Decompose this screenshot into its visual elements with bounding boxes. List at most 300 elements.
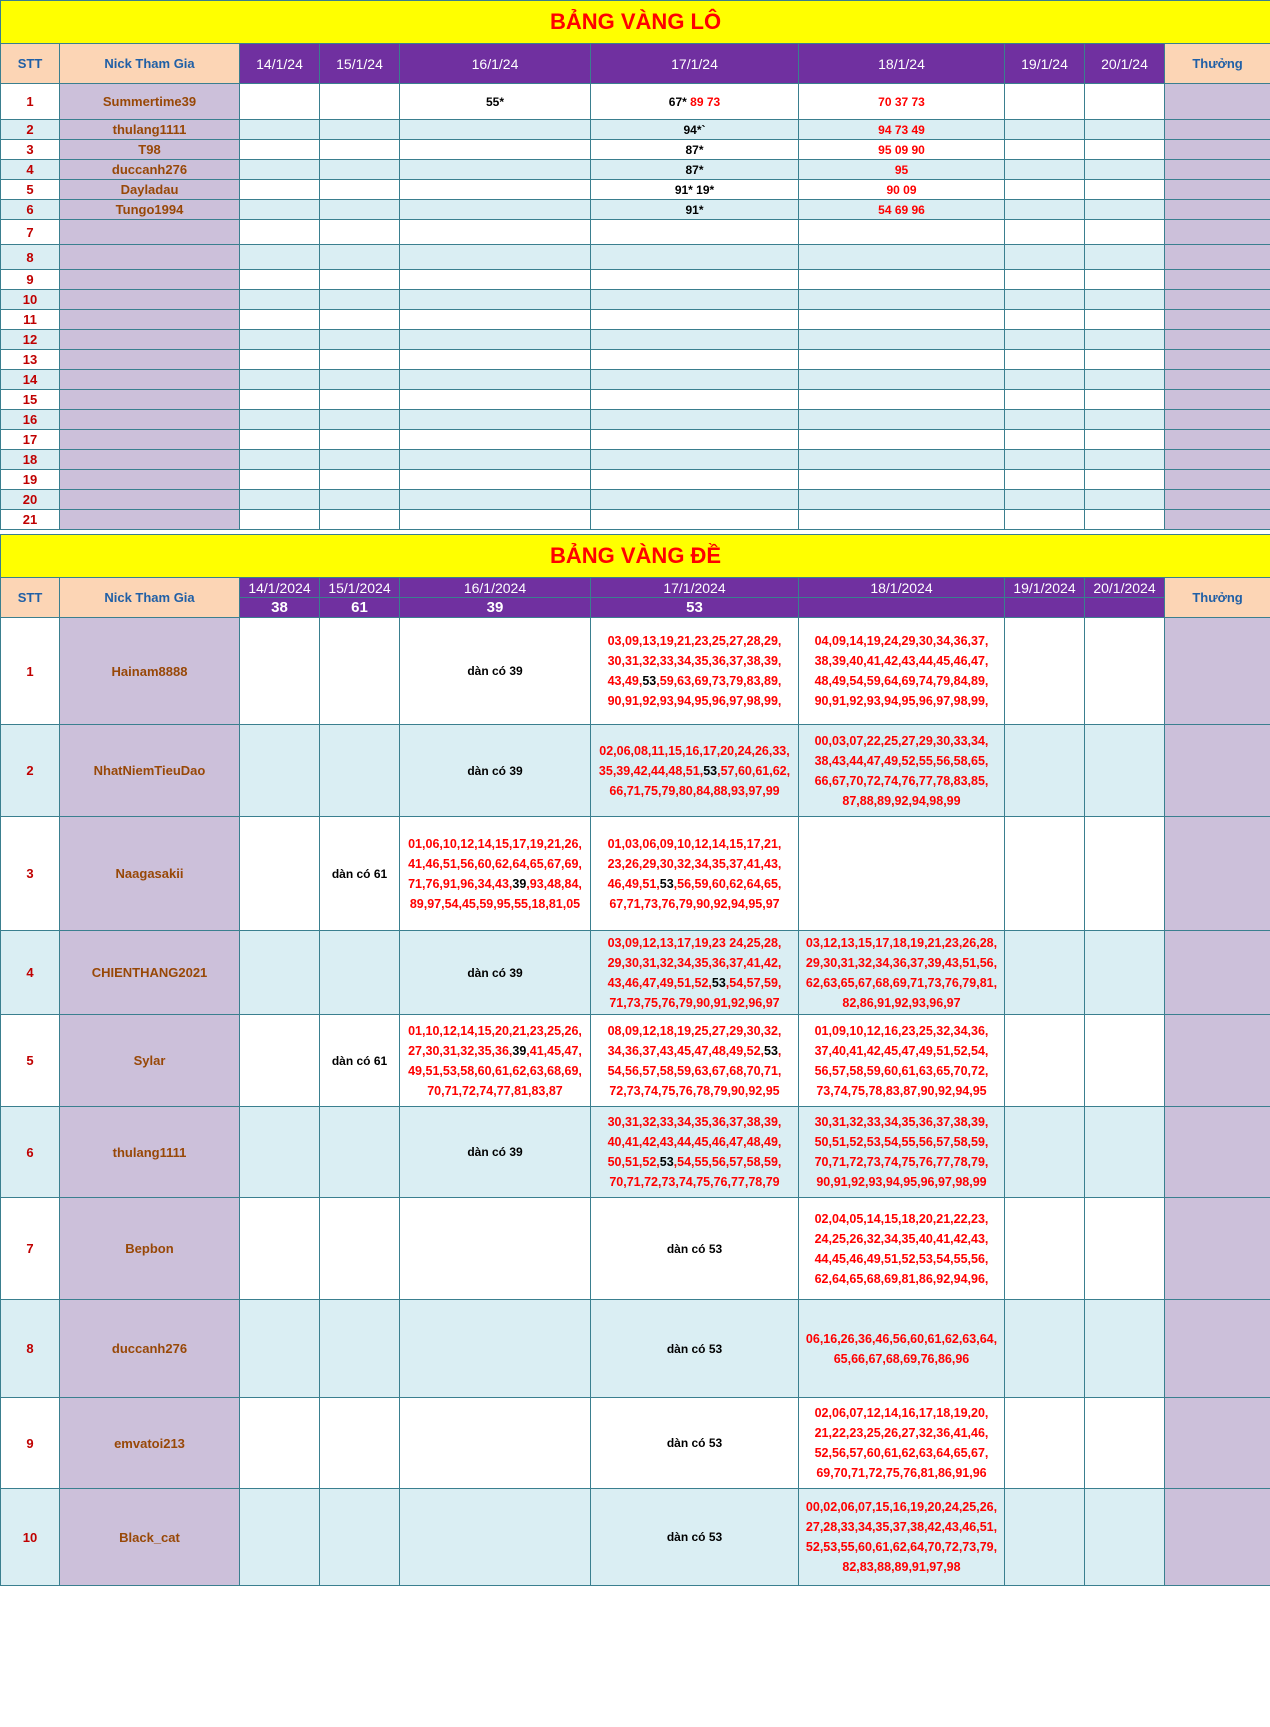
number-line: 35,39,42,44,48,51,53,57,60,61,62,	[598, 763, 791, 778]
date-cell	[400, 1300, 591, 1398]
date-cell	[1085, 245, 1165, 270]
date-cell	[1005, 1015, 1085, 1107]
stt-cell: 20	[1, 490, 60, 510]
date-cell	[1005, 931, 1085, 1015]
date-cell	[240, 470, 320, 490]
header-date: 17/1/24	[591, 44, 799, 84]
table-row	[1, 370, 1270, 390]
number-line: 70,71,72,73,74,75,76,77,78,79,	[814, 1155, 989, 1169]
date-cell	[400, 350, 591, 370]
number-list	[400, 834, 590, 914]
nick-cell: duccanh276	[60, 1300, 240, 1398]
date-cell	[400, 931, 591, 1015]
date-cell	[799, 430, 1005, 450]
nick-cell	[60, 490, 240, 510]
date-cell	[320, 618, 400, 725]
date-cell	[240, 1198, 320, 1300]
date-cell	[240, 1398, 320, 1489]
reward-cell	[1165, 1489, 1270, 1586]
date-cell	[1005, 1107, 1085, 1198]
number-line: 01,09,10,12,16,23,25,32,34,36,	[814, 1023, 989, 1038]
number-line: 01,10,12,14,15,20,21,23,25,26,	[408, 1023, 582, 1038]
date-cell	[400, 470, 591, 490]
date-cell	[591, 1398, 799, 1489]
table-row	[1, 618, 1270, 725]
date-cell	[799, 310, 1005, 330]
nick-cell: Black_cat	[60, 1489, 240, 1586]
date-cell	[400, 1198, 591, 1300]
date-cell	[799, 180, 1005, 200]
entry: 91* 19*	[674, 182, 715, 197]
number-line: 02,06,08,11,15,16,17,20,24,26,33,	[599, 743, 790, 758]
date-cell	[320, 1198, 400, 1300]
table-row	[1, 410, 1270, 430]
number-line: 24,25,26,32,34,35,40,41,42,43,	[814, 1231, 989, 1246]
date-cell	[400, 200, 591, 220]
number-line: 67,71,73,76,79,90,92,94,95,97	[609, 896, 780, 911]
table-row	[1, 350, 1270, 370]
date-cell	[1005, 310, 1085, 330]
table-row	[1, 470, 1270, 490]
date-cell	[1005, 200, 1085, 220]
date-cell	[240, 430, 320, 450]
stt-cell: 5	[1, 180, 60, 200]
number-list	[799, 1403, 1004, 1483]
number-line: 66,71,75,79,80,84,88,93,97,99	[609, 783, 780, 798]
date-cell	[1005, 330, 1085, 350]
number-line: 87,88,89,92,94,98,99	[842, 793, 961, 808]
result-value	[1085, 598, 1165, 618]
date-cell	[400, 84, 591, 120]
date-cell	[1005, 180, 1085, 200]
result-value: 53	[591, 598, 799, 618]
stt-cell: 12	[1, 330, 60, 350]
header-date: 15/1/2024	[320, 578, 400, 598]
date-cell	[1085, 84, 1165, 120]
number-line: 90,91,92,93,94,95,96,97,98,99,	[814, 694, 989, 708]
date-cell	[799, 510, 1005, 530]
nick-cell: Dayladau	[60, 180, 240, 200]
entry: dàn có 61	[331, 1053, 388, 1068]
date-cell	[240, 350, 320, 370]
date-cell	[1085, 450, 1165, 470]
date-cell	[799, 350, 1005, 370]
number-list	[400, 1021, 590, 1101]
date-cell	[240, 725, 320, 817]
stt-cell: 17	[1, 430, 60, 450]
date-cell	[1005, 160, 1085, 180]
date-cell	[320, 931, 400, 1015]
number-list	[799, 1497, 1004, 1577]
reward-cell	[1165, 510, 1270, 530]
table-row	[1, 270, 1270, 290]
date-cell	[1085, 140, 1165, 160]
date-cell	[320, 1300, 400, 1398]
reward-cell	[1165, 84, 1270, 120]
number-list	[799, 631, 1004, 711]
date-cell	[1005, 430, 1085, 450]
number-line: 52,56,57,60,61,62,63,64,65,67,	[814, 1446, 989, 1460]
date-cell	[240, 390, 320, 410]
nick-cell: thulang1111	[60, 120, 240, 140]
reward-cell	[1165, 270, 1270, 290]
date-cell	[591, 200, 799, 220]
nick-cell: Sylar	[60, 1015, 240, 1107]
entry: 89 73	[690, 94, 721, 109]
table-row	[1, 290, 1270, 310]
date-cell	[799, 410, 1005, 430]
date-cell	[799, 330, 1005, 350]
number-line: 37,40,41,42,45,47,49,51,52,54,	[814, 1043, 989, 1058]
table-row	[1, 1489, 1270, 1586]
number-list	[591, 834, 798, 914]
number-line: 03,09,12,13,17,19,23 24,25,28,	[607, 935, 782, 950]
entry: dàn có 39	[467, 965, 523, 980]
entry: dàn có 53	[666, 1436, 723, 1450]
date-cell	[320, 120, 400, 140]
date-cell	[1085, 270, 1165, 290]
date-cell	[799, 618, 1005, 725]
nick-cell: CHIENTHANG2021	[60, 931, 240, 1015]
date-cell	[591, 290, 799, 310]
table-row	[1, 180, 1270, 200]
date-cell	[1005, 370, 1085, 390]
date-cell	[320, 290, 400, 310]
number-line: 48,49,54,59,64,69,74,79,84,89,	[814, 674, 989, 688]
date-cell	[799, 390, 1005, 410]
date-cell	[1085, 1107, 1165, 1198]
date-cell	[1085, 1398, 1165, 1489]
header-nick: Nick Tham Gia	[60, 44, 240, 84]
date-cell	[591, 160, 799, 180]
header-date: 19/1/2024	[1005, 578, 1085, 598]
number-line: 27,30,31,32,35,36,39,41,45,47,	[408, 1043, 582, 1058]
stt-cell: 13	[1, 350, 60, 370]
number-line: 89,97,54,45,59,95,55,18,81,05	[409, 896, 581, 911]
date-cell	[320, 350, 400, 370]
date-cell	[1005, 1398, 1085, 1489]
date-cell	[320, 470, 400, 490]
date-cell	[1005, 84, 1085, 120]
number-line: 34,36,37,43,45,47,48,49,52,53,	[607, 1043, 782, 1058]
result-value	[799, 598, 1005, 618]
date-cell	[240, 180, 320, 200]
header-date: 14/1/2024	[240, 578, 320, 598]
date-cell	[799, 200, 1005, 220]
reward-cell	[1165, 1300, 1270, 1398]
date-cell	[400, 817, 591, 931]
date-cell	[1005, 450, 1085, 470]
table-row	[1, 330, 1270, 350]
date-cell	[320, 510, 400, 530]
reward-cell	[1165, 931, 1270, 1015]
reward-cell	[1165, 725, 1270, 817]
date-cell	[320, 180, 400, 200]
nick-cell: Naagasakii	[60, 817, 240, 931]
date-cell	[320, 725, 400, 817]
date-cell	[799, 140, 1005, 160]
date-cell	[320, 1107, 400, 1198]
number-list	[591, 631, 798, 711]
entry: 94 73 49	[878, 122, 925, 137]
date-cell	[799, 120, 1005, 140]
date-cell	[320, 84, 400, 120]
date-cell	[400, 490, 591, 510]
date-cell	[591, 84, 799, 120]
date-cell	[1085, 310, 1165, 330]
stt-cell: 3	[1, 817, 60, 931]
date-cell	[591, 618, 799, 725]
header-date: 17/1/2024	[591, 578, 799, 598]
date-cell	[591, 1489, 799, 1586]
date-cell	[1005, 390, 1085, 410]
date-cell	[320, 160, 400, 180]
table-row	[1, 450, 1270, 470]
date-cell	[240, 817, 320, 931]
number-line: 90,91,92,93,94,95,96,97,98,99	[816, 1175, 987, 1189]
number-line: 30,31,32,33,34,35,36,37,38,39,	[814, 1115, 989, 1129]
entry: 95 09 90	[878, 142, 925, 157]
date-cell	[240, 1015, 320, 1107]
stt-cell: 10	[1, 1489, 60, 1586]
date-cell	[400, 245, 591, 270]
date-cell	[400, 310, 591, 330]
number-line: 73,74,75,78,83,87,90,92,94,95	[816, 1083, 987, 1098]
number-list	[799, 1329, 1004, 1369]
date-cell	[400, 390, 591, 410]
reward-cell	[1165, 470, 1270, 490]
date-cell	[799, 160, 1005, 180]
number-line: 50,51,52,53,54,55,56,57,58,59,	[814, 1135, 989, 1149]
date-cell	[1005, 290, 1085, 310]
nick-cell	[60, 310, 240, 330]
table-row	[1, 1300, 1270, 1398]
date-cell	[1085, 180, 1165, 200]
nick-cell	[60, 430, 240, 450]
date-cell	[240, 160, 320, 180]
date-cell	[240, 618, 320, 725]
number-line: 62,64,65,68,69,81,86,92,94,96,	[814, 1271, 989, 1286]
stt-cell: 2	[1, 725, 60, 817]
date-cell	[400, 220, 591, 245]
number-list	[799, 1209, 1004, 1289]
header-reward: Thưởng	[1165, 44, 1270, 84]
table-row	[1, 310, 1270, 330]
nick-cell	[60, 410, 240, 430]
date-cell	[799, 490, 1005, 510]
date-cell	[1085, 350, 1165, 370]
date-cell	[1085, 330, 1165, 350]
date-cell	[799, 370, 1005, 390]
hit-number: 39	[512, 876, 527, 891]
date-cell	[799, 84, 1005, 120]
date-cell	[591, 120, 799, 140]
stt-cell: 11	[1, 310, 60, 330]
date-cell	[1085, 1300, 1165, 1398]
nick-cell: thulang1111	[60, 1107, 240, 1198]
date-cell	[320, 140, 400, 160]
date-cell	[1005, 725, 1085, 817]
number-line: 43,46,47,49,51,52,53,54,57,59,	[607, 975, 782, 990]
date-cell	[591, 1300, 799, 1398]
date-cell	[591, 330, 799, 350]
reward-cell	[1165, 350, 1270, 370]
nick-cell	[60, 370, 240, 390]
header-date: 15/1/24	[320, 44, 400, 84]
header-nick: Nick Tham Gia	[60, 578, 240, 618]
date-cell	[400, 430, 591, 450]
date-cell	[320, 245, 400, 270]
date-cell	[400, 270, 591, 290]
stt-cell: 6	[1, 1107, 60, 1198]
number-line: 03,12,13,15,17,18,19,21,23,26,28,	[805, 935, 998, 950]
number-line: 29,30,31,32,34,36,37,39,43,51,56,	[805, 955, 998, 970]
header-stt: STT	[1, 578, 60, 618]
table-row	[1, 510, 1270, 530]
date-cell	[799, 1015, 1005, 1107]
date-cell	[320, 270, 400, 290]
date-cell	[320, 1015, 400, 1107]
date-cell	[320, 200, 400, 220]
date-cell	[591, 140, 799, 160]
entry: dàn có 53	[666, 1341, 723, 1356]
date-cell	[240, 330, 320, 350]
reward-cell	[1165, 390, 1270, 410]
stt-cell: 3	[1, 140, 60, 160]
date-cell	[400, 510, 591, 530]
reward-cell	[1165, 245, 1270, 270]
lo-table	[0, 0, 1270, 534]
date-cell	[400, 140, 591, 160]
table-row	[1, 120, 1270, 140]
entry: 94*`	[683, 122, 706, 137]
number-line: 54,56,57,58,59,63,67,68,70,71,	[607, 1063, 782, 1078]
number-line: 04,09,14,19,24,29,30,34,36,37,	[814, 634, 989, 648]
header-date: 16/1/2024	[400, 578, 591, 598]
date-cell	[799, 725, 1005, 817]
number-line: 30,31,32,33,34,35,36,37,38,39,	[607, 1115, 782, 1129]
date-cell	[240, 310, 320, 330]
table-row	[1, 160, 1270, 180]
date-cell	[1085, 290, 1165, 310]
date-cell	[1085, 370, 1165, 390]
reward-cell	[1165, 450, 1270, 470]
nick-cell: emvatoi213	[60, 1398, 240, 1489]
stt-cell: 21	[1, 510, 60, 530]
date-cell	[240, 270, 320, 290]
date-cell	[1085, 510, 1165, 530]
entry: 87*	[685, 162, 704, 177]
entry: 91*	[685, 202, 704, 217]
lo-title: BẢNG VÀNG LÔ	[1, 1, 1270, 44]
reward-cell	[1165, 200, 1270, 220]
number-list	[799, 933, 1004, 1013]
table-row	[1, 140, 1270, 160]
number-line: 49,51,53,58,60,61,62,63,68,69,	[408, 1063, 582, 1078]
header-date: 20/1/2024	[1085, 578, 1165, 598]
date-cell	[591, 410, 799, 430]
hit-number: 53	[659, 876, 674, 891]
date-cell	[240, 1300, 320, 1398]
date-cell	[1085, 1198, 1165, 1300]
stt-cell: 7	[1, 220, 60, 245]
date-cell	[400, 450, 591, 470]
hit-number: 53	[711, 975, 726, 990]
date-cell	[1085, 725, 1165, 817]
entry: 87*	[685, 142, 704, 157]
date-cell	[1085, 160, 1165, 180]
number-list	[591, 933, 798, 1013]
header-date: 14/1/24	[240, 44, 320, 84]
date-cell	[400, 330, 591, 350]
entry: 70 37 73	[878, 94, 925, 109]
table-row	[1, 1015, 1270, 1107]
nick-cell	[60, 270, 240, 290]
date-cell	[1085, 1489, 1165, 1586]
hit-number: 53	[764, 1043, 778, 1058]
number-line: 23,26,29,30,32,34,35,37,41,43,	[607, 856, 782, 871]
result-value: 39	[400, 598, 591, 618]
date-cell	[400, 410, 591, 430]
nick-cell: Tungo1994	[60, 200, 240, 220]
nick-cell	[60, 350, 240, 370]
nick-cell	[60, 470, 240, 490]
number-line: 40,41,42,43,44,45,46,47,48,49,	[607, 1135, 782, 1149]
de-title: BẢNG VÀNG ĐỀ	[1, 535, 1270, 578]
number-line: 52,53,55,60,61,62,64,70,72,73,79,	[805, 1540, 998, 1554]
number-line: 65,66,67,68,69,76,86,96	[833, 1351, 970, 1366]
header-date: 18/1/24	[799, 44, 1005, 84]
reward-cell	[1165, 618, 1270, 725]
entry: dàn có 53	[666, 1241, 723, 1256]
table-row	[1, 245, 1270, 270]
nick-cell: Hainam8888	[60, 618, 240, 725]
number-line: 44,45,46,49,51,52,53,54,55,56,	[814, 1251, 989, 1266]
date-cell	[799, 450, 1005, 470]
date-cell	[591, 1198, 799, 1300]
stt-cell: 19	[1, 470, 60, 490]
date-cell	[1005, 350, 1085, 370]
number-list	[591, 1021, 798, 1101]
date-cell	[320, 410, 400, 430]
number-line: 46,49,51,53,56,59,60,62,64,65,	[607, 876, 782, 891]
reward-cell	[1165, 1398, 1270, 1489]
number-line: 90,91,92,93,94,95,96,97,98,99,	[607, 694, 782, 708]
date-cell	[591, 817, 799, 931]
number-line: 66,67,70,72,74,76,77,78,83,85,	[814, 773, 989, 788]
table-row	[1, 1107, 1270, 1198]
header-date: 16/1/24	[400, 44, 591, 84]
stt-cell: 8	[1, 245, 60, 270]
stt-cell: 5	[1, 1015, 60, 1107]
reward-cell	[1165, 370, 1270, 390]
date-cell	[320, 450, 400, 470]
date-cell	[1005, 120, 1085, 140]
date-cell	[591, 931, 799, 1015]
date-cell	[1005, 245, 1085, 270]
date-cell	[1085, 817, 1165, 931]
number-list	[799, 1112, 1004, 1192]
stt-cell: 8	[1, 1300, 60, 1398]
date-cell	[1005, 510, 1085, 530]
date-cell	[400, 160, 591, 180]
date-cell	[400, 1398, 591, 1489]
number-list	[591, 741, 798, 801]
reward-cell	[1165, 1015, 1270, 1107]
date-cell	[240, 450, 320, 470]
date-cell	[799, 290, 1005, 310]
date-cell	[591, 490, 799, 510]
